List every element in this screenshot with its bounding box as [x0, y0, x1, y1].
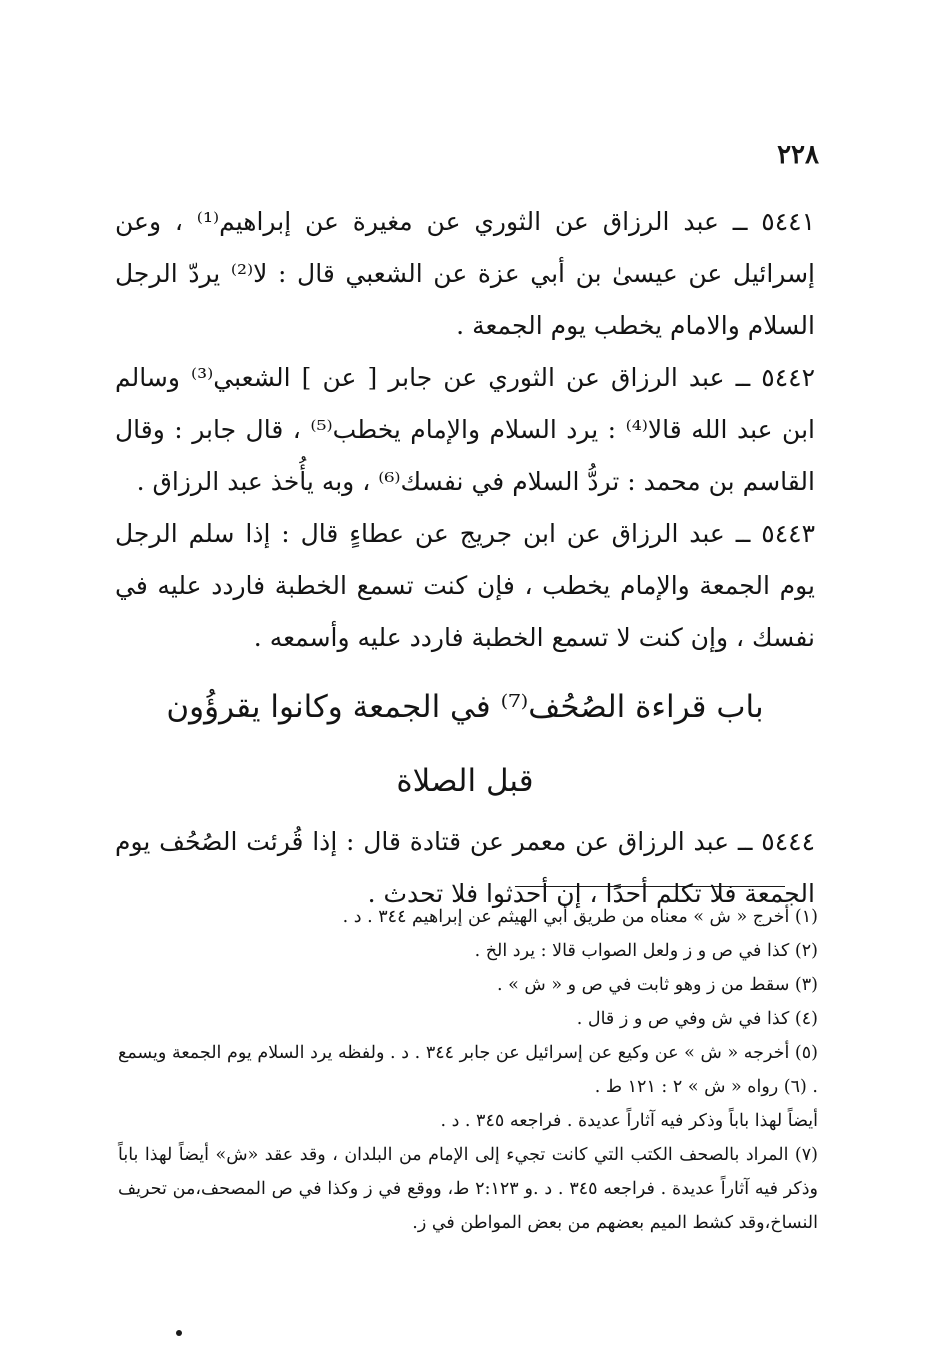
main-text	[115, 196, 815, 920]
chapter-heading-line-1: باب قراءة الصُحُف⁽⁷⁾ في الجمعة وكانوا يقرؤُون	[166, 689, 764, 725]
hadith-paragraph-5444: ٥٤٤٤ ــ عبد الرزاق عن معمر عن قتادة قال : إذا قُرئت الصُحُف يوم الجمعة فلا تكلم أحدًا ، إن أحدثوا فلا تحدث .	[115, 827, 815, 908]
hadith-paragraph-5441: ٥٤٤١ ــ عبد الرزاق عن الثوري عن مغيرة عن إبراهيم⁽¹⁾ ، وعن إسرائيل عن عيسىٰ بن أبي عزة عن الشعبي قال : لا⁽²⁾ يردّ الرجل السلام والامام يخطب يوم الجمعة .	[115, 207, 815, 340]
footnote-continuation: أيضاً لهذا باباً وذكر فيه آثاراً عديدة . فراجعه ٣٤٥ . د .	[440, 1111, 818, 1131]
hadith-paragraph-5443: ٥٤٤٣ ــ عبد الرزاق عن ابن جريج عن عطاءٍ قال : إذا سلم الرجل يوم الجمعة والإمام يخطب ، فإن كنت تسمع الخطبة فاردد عليه في نفسك ، وإن كنت لا تسمع الخطبة فاردد عليه وأسمعه .	[115, 519, 815, 652]
footnote-divider	[515, 886, 785, 887]
footnote-2: (٢) كذا في ص و ز ولعل الصواب قالا : يرد الخ .	[474, 941, 818, 961]
page-number: ٢٢٨	[777, 140, 819, 170]
footnote-1: (١) أخرج « ش » معناه من طريق أبي الهيثم عن إبراهيم ٣٤٤ . د .	[342, 907, 818, 927]
footnote-5-6: (٥) أخرجه « ش » عن وكيع عن إسرائيل عن جابر ٣٤٤ . د . ولفظه يرد السلام يوم الجمعة ويسمع . (٦) رواه « ش » ٢ : ١٢١ ط .	[118, 1043, 818, 1097]
footnote-4: (٤) كذا في ش وفي ص و ز قال .	[576, 1009, 818, 1029]
footnote-3: (٣) سقط من ز وهو ثابت في ص و « ش » .	[497, 975, 818, 995]
chapter-heading-line-2: قبل الصلاة	[396, 763, 534, 799]
footnote-7: (٧) المراد بالصحف الكتب التي كانت تجيء إلى الإمام من البلدان ، وقد عقد «ش» أيضاً لهذا باباً وذكر فيه آثاراً عديدة . فراجعه ٣٤٥ . د .و ٢:١٢٣ ط، ووقع في ز وكذا في ص المصحف،من تحريف النساخ،وقد كشط الميم بعضهم من بعض المواطن في ز.	[118, 1145, 818, 1233]
footnotes	[118, 900, 818, 1240]
hadith-paragraph-5442: ٥٤٤٢ ــ عبد الرزاق عن الثوري عن جابر [ عن ] الشعبي⁽³⁾ وسالم ابن عبد الله قالا⁽⁴⁾ : يرد السلام والإمام يخطب⁽⁵⁾ ، قال جابر : وقال القاسم بن محمد : تردُّ السلام في نفسك⁽⁶⁾ ، وبه يأُخذ عبد الرزاق .	[115, 363, 816, 496]
ink-dot	[176, 1330, 182, 1336]
